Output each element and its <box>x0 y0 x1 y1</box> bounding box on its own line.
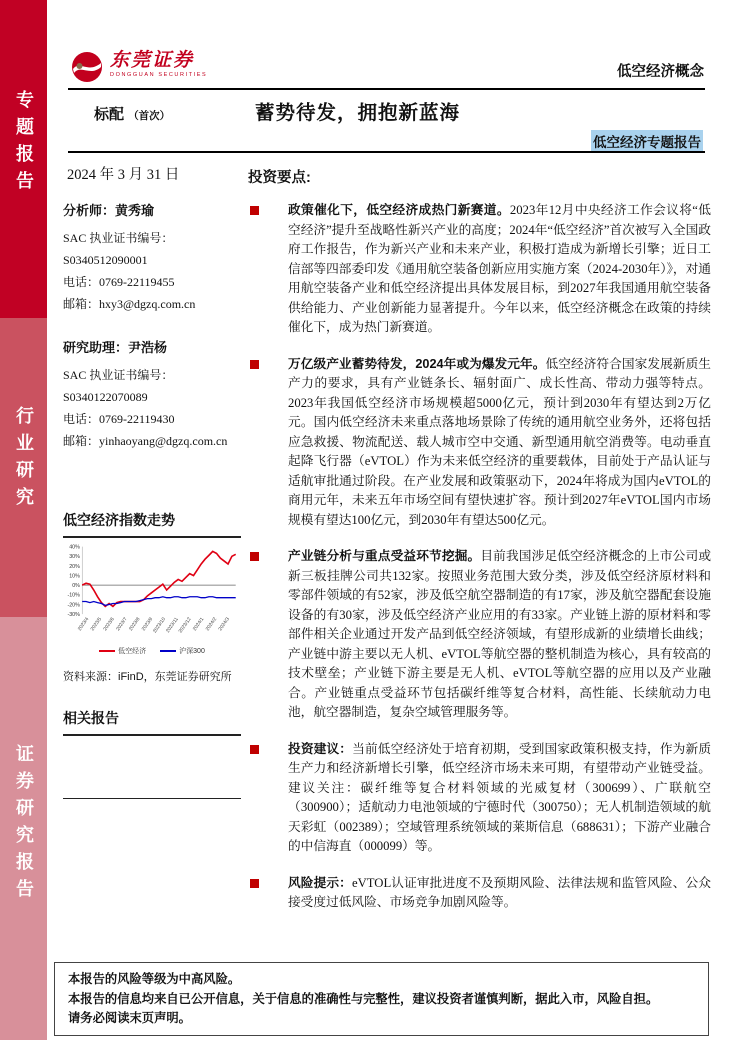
svg-text:2024/1: 2024/1 <box>192 617 206 633</box>
svg-text:40%: 40% <box>69 544 80 551</box>
svg-text:2023/6: 2023/6 <box>103 617 116 633</box>
svg-text:2023/5: 2023/5 <box>90 617 104 633</box>
svg-text:-30%: -30% <box>67 611 80 618</box>
assistant-info-line: 邮箱：yinhaoyang@dgzq.com.cn <box>63 434 228 448</box>
svg-text:-20%: -20% <box>67 602 80 609</box>
chart-source: 资料来源：iFinD，东莞证券研究所 <box>63 671 232 683</box>
index-trend-chart <box>63 542 241 656</box>
legend-item: 低空经济 <box>99 646 146 656</box>
svg-text:2023/9: 2023/9 <box>141 617 155 633</box>
sidebar-label-securities-research-report: 证券研究报告 <box>14 744 34 906</box>
assistant-info-line: SAC 执业证书编号： <box>63 368 174 382</box>
chart-legend <box>63 646 241 656</box>
key-point-item <box>250 740 711 857</box>
related-reports-divider <box>63 798 241 799</box>
title-divider <box>68 151 705 153</box>
svg-text:2023/4: 2023/4 <box>77 617 91 633</box>
svg-text:20%: 20% <box>69 563 80 570</box>
svg-text:2023/12: 2023/12 <box>178 617 193 635</box>
related-reports-title: 相关报告 <box>63 708 241 736</box>
key-point-text: 万亿级产业蓄势待发，2024年或为爆发元年。低空经济符合国家发展新质生产力的要求，具有产业链条长、辐射面广、成长性高、带动力强等特点。2023年我国低空经济市场规模超5000亿元，预计到2030年有望达到2万亿元。国内低空经济未来重点落地场景除了传统的通用航空业务外，还将包括应急救援、物流配送、载人城市空中交通、新型通用航空消费等。电动垂直起降飞行器（eVTOL）作为未来低空经济的重要载体，目前处于产品认证与适航审批通过阶段。在产业发展和政策驱动下，2024年将成为国内eVTOL的商用元年，未来五年市场空间有望快速扩容。预计到2027年eVTOL国内市场规模有望达100亿元，到2030年有望达500亿元。 <box>288 356 711 527</box>
rating-label: 标配 <box>94 106 125 123</box>
section-title-key-points: 投资要点: <box>248 170 311 186</box>
analyst-info-line: 邮箱：hxy3@dgzq.com.cn <box>63 297 196 311</box>
svg-text:2023/7: 2023/7 <box>115 617 129 633</box>
svg-text:-10%: -10% <box>67 592 80 599</box>
svg-text:2024/3: 2024/3 <box>218 617 231 633</box>
assistant-info-line: 电话：0769-22119430 <box>63 412 175 426</box>
key-point-item <box>250 874 711 913</box>
key-point-text: 产业链分析与重点受益环节挖掘。目前我国涉足低空经济概念的上市公司或新三板挂牌公司共132家。按照业务范围大致分类，涉及低空经济原材料和零部件领域的有52家，涉及低空航空器制造的有17家，涉及航空器配套设施设备的有30家，涉及低空经济产业应用的有33家。产业链上游的原材料和零部件相关企业通过开发产品到低空经济领域，有望形成新的业绩增长曲线；产业链中游主要以无人机、eVTOL等航空器的整机制造为核心，具有较高的技术壁垒；产业链下游主要是无人机、eVTOL等航空器的应用以及产业融合。产业链重点受益环节包括碳纤维等复合材料，高性能、长续航动力电池，航空器制造，复杂空域管理服务等。 <box>288 549 712 719</box>
header-category: 低空经济概念 <box>617 64 704 80</box>
brand-name: 东莞证券 <box>110 50 195 71</box>
assistant-info-line: S0340122070089 <box>63 390 148 404</box>
svg-text:30%: 30% <box>69 554 80 561</box>
svg-text:2023/10: 2023/10 <box>152 617 168 635</box>
report-date: 2024 年 3 月 31 日 <box>67 167 180 183</box>
svg-text:2023/11: 2023/11 <box>165 617 180 635</box>
key-point-text: 风险提示：eVTOL认证审批进度不及预期风险、法律法规和监管风险、公众接受度过低风险、市场竞争加剧风险等。 <box>288 875 711 909</box>
brand-logo <box>70 50 207 84</box>
brand-subtitle: DONGGUAN SECURITIES <box>110 72 208 78</box>
analyst-info-line: S0340512090001 <box>63 253 148 267</box>
key-point-item <box>250 355 711 531</box>
report-type-tag: 低空经济专题报告 <box>591 130 703 152</box>
analyst-info-line: 电话：0769-22119455 <box>63 275 175 289</box>
key-points-list <box>250 201 711 930</box>
analyst-info <box>63 227 241 315</box>
chart-section-title: 低空经济指数走势 <box>63 510 241 538</box>
legend-swatch <box>160 650 176 652</box>
key-point-text: 投资建议：当前低空经济处于培育初期，受到国家政策积极支持，作为新质生产力和经济新增长引擎，低空经济市场未来可期，有望带动产业链受益。建议关注：碳纤维等复合材料领域的光威复材（300699）、广联航空（300900）；适航动力电池领域的宁德时代（300750）；无人机制造领域的航天彩虹（002389）；空域管理系统领域的莱斯信息（688631）；下游产业融合的中信海直（000099）等。 <box>288 741 712 853</box>
bullet-square-icon <box>250 879 259 888</box>
legend-item: 沪深300 <box>160 646 205 656</box>
sidebar-label-topic-report: 专题报告 <box>14 90 34 198</box>
svg-text:2023/8: 2023/8 <box>128 617 142 633</box>
bullet-square-icon <box>250 552 259 561</box>
rating-note: （首次） <box>128 110 171 122</box>
legend-swatch <box>99 650 115 652</box>
disclaimer-line: 本报告的信息均来自已公开信息，关于信息的准确性与完整性，建议投资者谨慎判断，据此入市，风险自担。 <box>68 991 659 1006</box>
svg-text:2024/2: 2024/2 <box>205 617 219 633</box>
sidebar-label-industry-research: 行业研究 <box>14 406 34 514</box>
bullet-square-icon <box>250 745 259 754</box>
bullet-square-icon <box>250 206 259 215</box>
brand-logo-icon <box>70 50 104 84</box>
disclaimer-line: 本报告的风险等级为中高风险。 <box>68 972 241 986</box>
key-point-text: 政策催化下，低空经济成热门新赛道。2023年12月中央经济工作会议将“低空经济”提升至战略性新兴产业的高度；2024年“低空经济”首次被写入全国政府工作报告，作为新兴产业和未来产业，积极打造成为新增长引擎；近日工信部等四部委印发《通用航空装备创新应用实施方案（2024-2030年）》，对通用航空装备产业和低空经济提出具体发展目标，到2027年我国通用航空装备供给能力、产业创新能力显著提升。今年以来，低空经济概念在政策的持续催化下，成为热门新赛道。 <box>288 203 711 334</box>
key-point-item <box>250 201 711 338</box>
svg-text:10%: 10% <box>69 573 80 580</box>
bullet-square-icon <box>250 360 259 369</box>
assistant-info <box>63 364 241 452</box>
header-divider <box>68 88 705 90</box>
analyst-name: 分析师：黄秀瑜 <box>63 203 155 218</box>
page-title: 蓄势待发，拥抱新蓝海 <box>255 102 461 124</box>
disclaimer-line: 请务必阅读末页声明。 <box>68 1011 191 1025</box>
left-column <box>63 200 241 799</box>
analyst-info-line: SAC 执业证书编号： <box>63 231 174 245</box>
svg-text:0%: 0% <box>72 583 80 589</box>
assistant-name: 研究助理：尹浩杨 <box>63 340 168 355</box>
line-chart <box>63 542 241 642</box>
disclaimer-box <box>54 962 709 1036</box>
rating-badge <box>94 103 170 124</box>
key-point-item <box>250 547 711 723</box>
sidebar <box>0 0 47 1040</box>
